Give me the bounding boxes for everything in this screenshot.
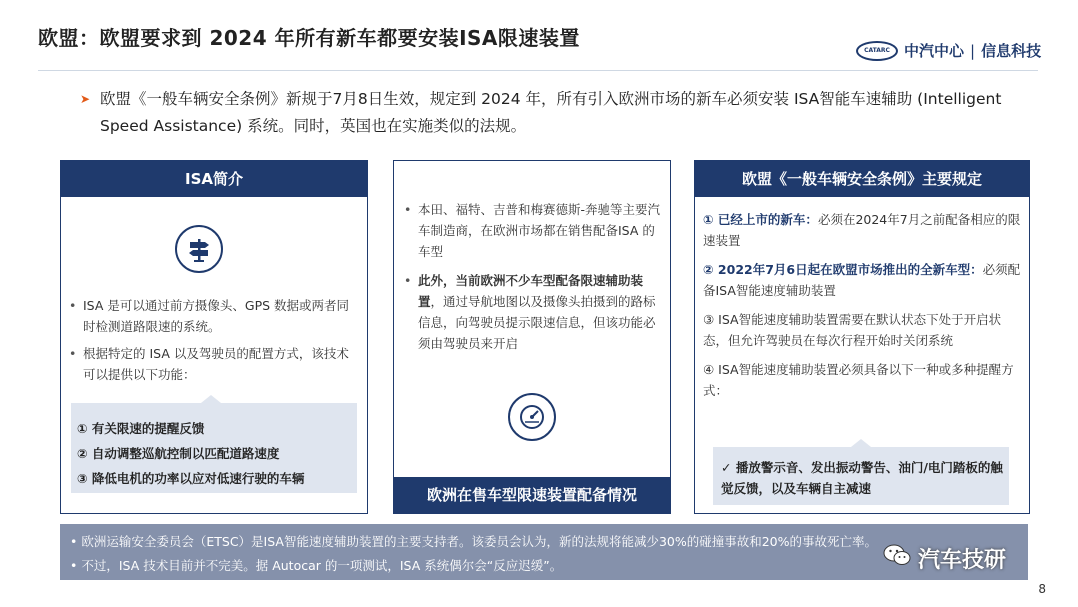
logo-separator: | [970, 41, 976, 60]
logo-dept: 信息科技 [981, 42, 1042, 60]
bullet-bold: 此外，当前欧洲不少车型配备限速辅助装置 [418, 273, 644, 309]
regulation-item [703, 359, 1021, 401]
regulation-item [703, 309, 1021, 351]
rule-text: 必须在2024年7月之前配备相应的限速装置 [703, 212, 1021, 248]
list-item [402, 199, 664, 262]
panel-header: ISA简介 [61, 161, 367, 197]
function-item: ② 自动调整巡航控制以匹配道路速度 [77, 446, 280, 461]
brand-logo [856, 40, 1041, 61]
summary-line: • 不过，ISA 技术目前并不完美。据 Autocar 的一项测试，ISA 系统偶尔会“反应迟缓”。 [70, 558, 563, 573]
function-box-notch [201, 395, 221, 403]
isa-intro-panel [60, 160, 368, 514]
list-item: • ISA 是可以通过前方摄像头、GPS 数据或两者同时检测道路限速的系统。 [67, 295, 359, 337]
header-divider [38, 70, 1038, 71]
regulation-item [703, 259, 1021, 301]
europe-market-panel [393, 160, 671, 514]
reminder-methods: ✓ 播放警示音、发出振动警告、油门/电门踏板的触觉反馈，以及车辆自主减速 [721, 460, 1003, 496]
isa-bullets [67, 295, 359, 391]
signpost-icon [175, 225, 223, 273]
bullet-text: 本田、福特、吉普和梅赛德斯-奔驰等主要汽车制造商，在欧洲市场都在销售配备ISA 的车型 [418, 202, 661, 259]
rule-text: ③ ISA智能速度辅助装置需要在默认状态下处于开启状态，但允许驾驶员在每次行程开始时关闭系统 [703, 312, 1002, 348]
bullet-text: ，通过导航地图以及摄像头拍摄到的路标信息，向驾驶员提示限速信息，但该功能必须由驾驶员来开启 [418, 294, 656, 351]
rule-bold: ② 2022年7月6日起在欧盟市场推出的全新车型： [703, 262, 983, 277]
rule-text: ④ ISA智能速度辅助装置必须具备以下一种或多种提醒方式： [703, 362, 1014, 398]
logo-name: 中汽中心 [904, 42, 965, 60]
catarc-mark: CATARC [856, 41, 898, 61]
page-title: 欧盟：欧盟要求到 2024 年所有新车都要安装ISA限速装置 [38, 26, 580, 50]
summary-line: • 欧洲运输安全委员会（ETSC）是ISA智能速度辅助装置的主要支持者。该委员会认为，新的法规将能减少30%的碰撞事故和20%的事故死亡率。 [70, 534, 878, 549]
wechat-icon [882, 542, 912, 574]
intro-text: 欧盟《一般车辆安全条例》新规于7月8日生效，规定到 2024 年，所有引入欧洲市场的新车必须安装 ISA智能车速辅助 (Intelligent Speed Assistance) 系统。同时，英国也在实施类似的法规。 [100, 90, 1002, 135]
panel-header: 欧盟《一般车辆安全条例》主要规定 [695, 161, 1029, 197]
rule-bold: ① 已经上市的新车： [703, 212, 818, 227]
list-item: • 根据特定的 ISA 以及驾驶员的配置方式，该技术可以提供以下功能： [67, 343, 359, 385]
function-item: ③ 降低电机的功率以应对低速行驶的车辆 [77, 471, 305, 486]
speedometer-icon [508, 393, 556, 441]
eu-regulation-panel [694, 160, 1030, 514]
rule-text: 必须配备ISA智能速度辅助装置 [703, 262, 1021, 298]
list-item [402, 270, 664, 354]
page-number: 8 [1038, 582, 1046, 596]
regulation-item [703, 209, 1021, 251]
reminder-box-notch [851, 439, 871, 447]
watermark [882, 542, 1006, 574]
arrow-right-icon: ➤ [80, 92, 91, 106]
watermark-text: 汽车技研 [918, 547, 1007, 573]
regulation-list [703, 209, 1021, 409]
market-bullets [402, 199, 664, 362]
panel-footer: 欧洲在售车型限速装置配备情况 [394, 477, 670, 513]
function-item: ① 有关限速的提醒反馈 [77, 421, 205, 436]
